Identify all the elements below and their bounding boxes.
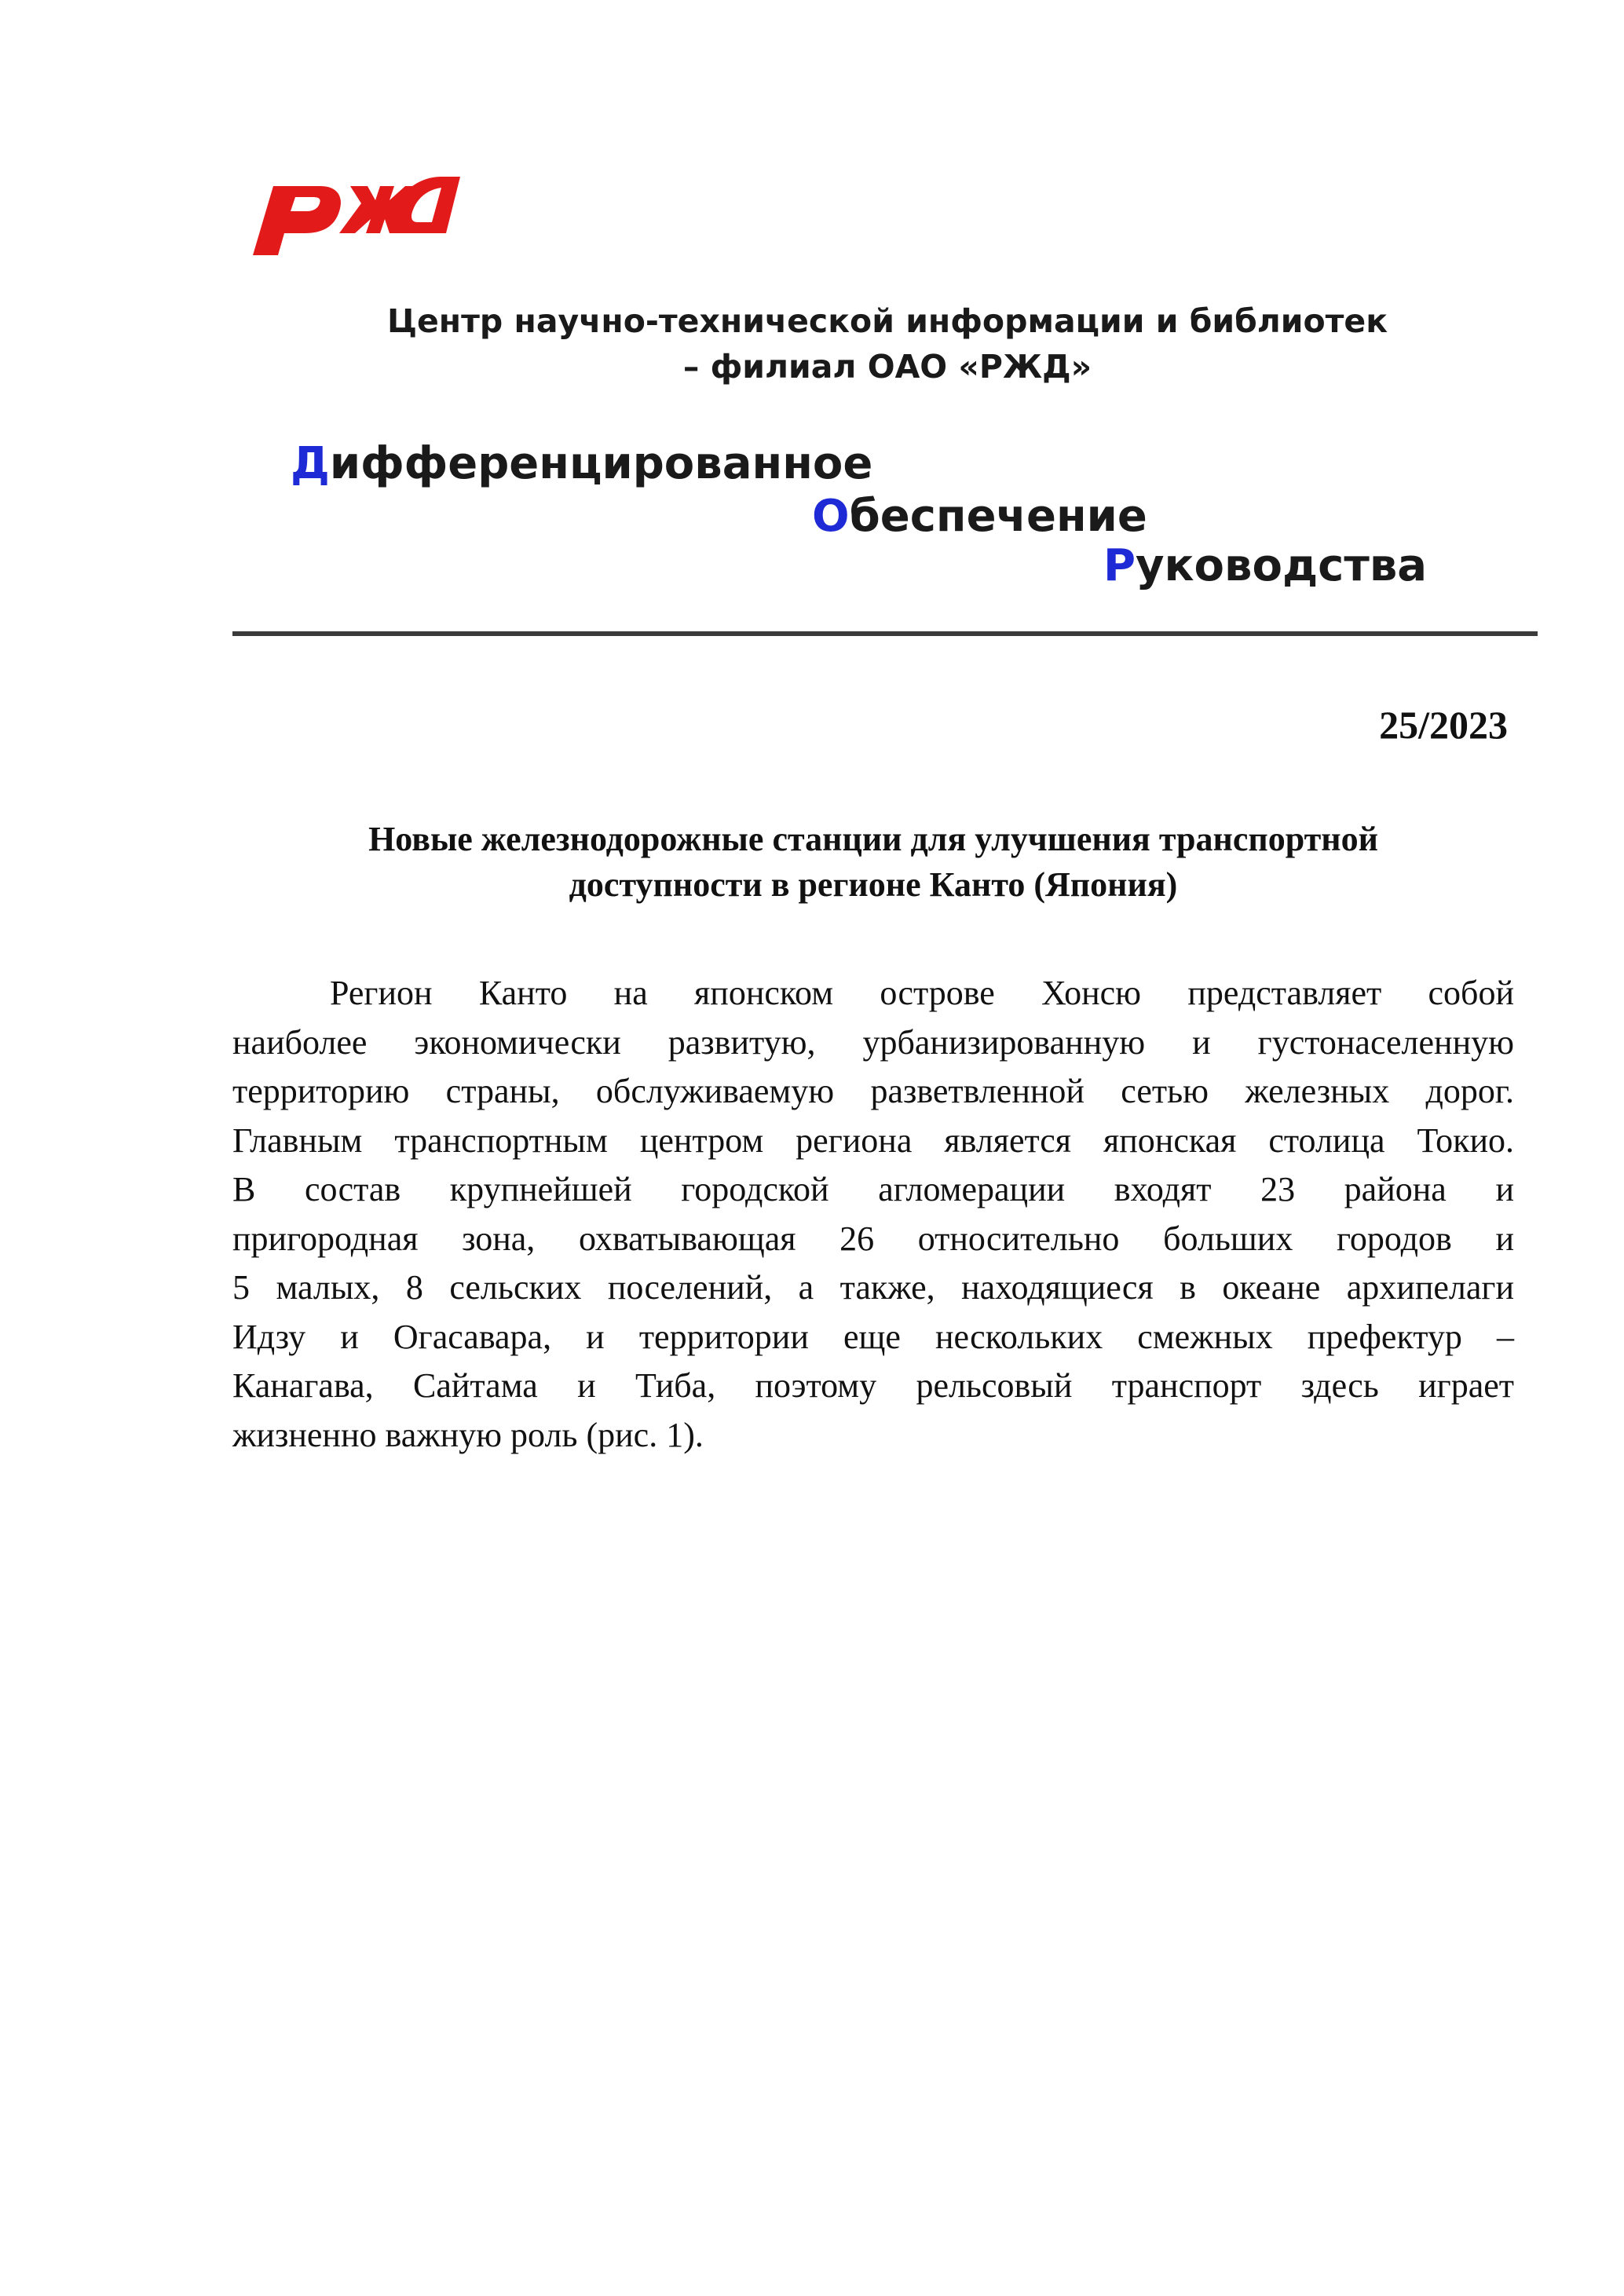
paragraph-line: Главным транспортным центром региона является японская столица Токио. [232,1121,1514,1160]
paragraph-line: В состав крупнейшей городской агломерации входят 23 района и [232,1170,1514,1208]
dor-initial-d: Д [291,438,330,489]
issue-number: 25/2023 [1379,703,1508,747]
paragraph-line: наиболее экономически развитую, урбанизированную и густонаселенную [232,1022,1514,1062]
org-line-2: – филиал ОАО «РЖД» [682,348,1092,386]
dor-rest-3: уководства [1136,540,1428,591]
dor-line-3 [1103,539,1427,594]
dor-initial-o: О [812,491,850,542]
dor-initial-r: Р [1103,540,1136,591]
rzd-logo-icon [236,153,465,255]
organization-name [236,298,1539,389]
paragraph-line: Канагава, Сайтама и Тиба, поэтому рельсовый транспорт здесь играет [232,1366,1514,1405]
paragraph-line: 5 малых, 8 сельских поселений, а также, находящиеся в океане архипелаги [232,1268,1514,1307]
paragraph-line: территорию страны, обслуживаемую разветвленной сетью железных дорог. [232,1072,1514,1110]
dor-rest-1: ифференцированное [329,438,873,489]
dor-line-2 [812,489,1147,544]
title-line-2: доступности в регионе Канто (Япония) [569,865,1178,904]
paragraph-line: пригородная зона, охватывающая 26 относительно больших городов и [232,1219,1514,1258]
paragraph-line: жизненно важную роль (рис. 1). [232,1415,704,1454]
title-line-1: Новые железнодорожные станции для улучшения транспортной [368,820,1378,858]
rzd-logo [236,153,465,255]
document-title [232,817,1514,908]
paragraph-line: Идзу и Огасавара, и территории еще нескольких смежных префектур – [232,1317,1514,1356]
header-divider [232,631,1538,636]
org-line-1: Центр научно-технической информации и библиотек [386,302,1388,340]
paragraph-line: Регион Канто на японском острове Хонсю представляет собой [330,974,1514,1012]
dor-line-1 [291,437,872,492]
body-paragraph [232,969,1514,1460]
dor-rest-2: беспечение [849,491,1147,542]
